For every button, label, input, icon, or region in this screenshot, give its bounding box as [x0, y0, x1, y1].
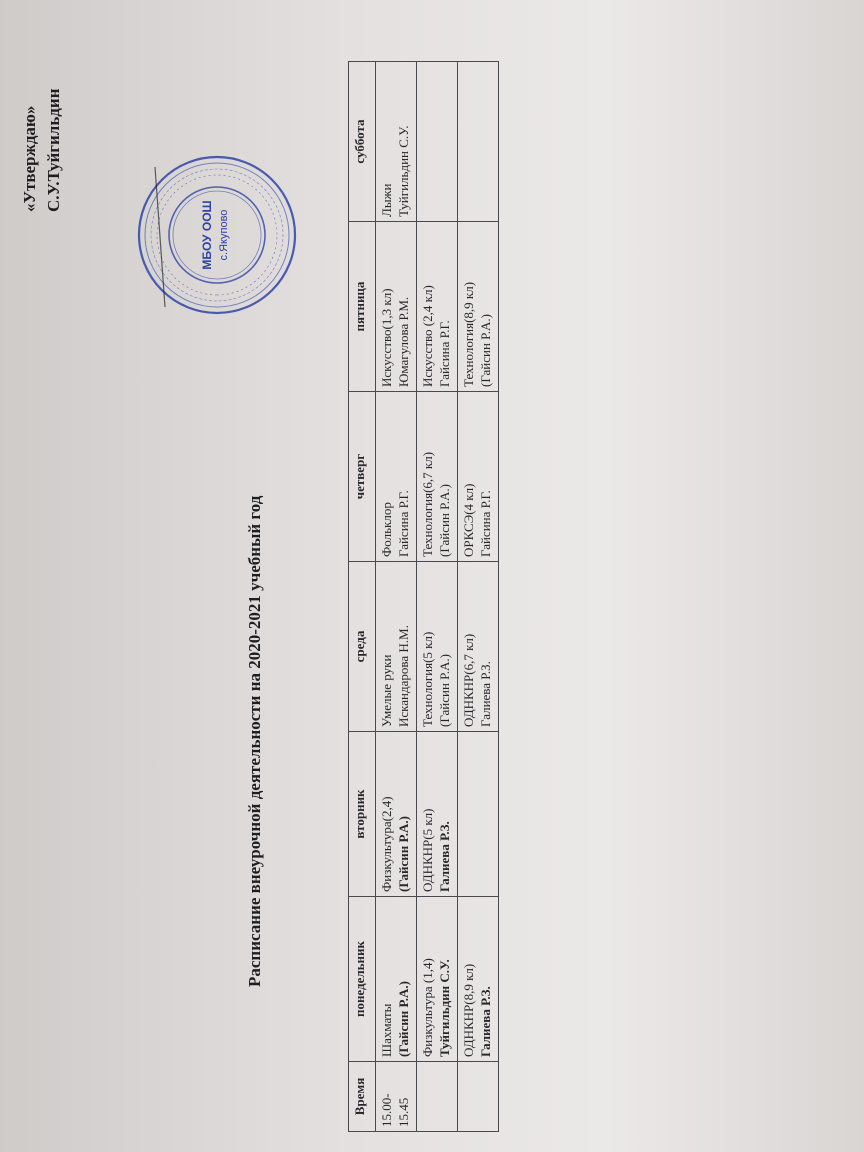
teacher-name: Галиева Р.З. — [478, 986, 493, 1057]
activity-name: Лыжи — [379, 183, 394, 217]
header-wednesday: среда — [349, 562, 376, 732]
table-row — [376, 62, 417, 1132]
table-header-row — [349, 62, 376, 1132]
schedule-cell — [417, 897, 458, 1062]
stamp-center-line-2: с.Якупово — [218, 209, 230, 261]
teacher-name: (Гайсин Р.А.) — [396, 981, 411, 1057]
teacher-name: Гайсина Р.Г. — [437, 320, 452, 387]
teacher-name: (Гайсин Р.А.) — [437, 483, 452, 557]
activity-name: Физкультура (1,4) — [420, 958, 435, 1057]
schedule-cell — [417, 562, 458, 732]
teacher-name: Искандарова Н.М. — [396, 625, 411, 727]
teacher-name: Галиева Р.З. — [437, 821, 452, 892]
activity-name: Фольклор — [379, 502, 394, 557]
header-time: Время — [349, 1062, 376, 1132]
header-thursday: четверг — [349, 392, 376, 562]
header-monday: понедельник — [349, 897, 376, 1062]
header-tuesday: вторник — [349, 732, 376, 897]
table-row — [458, 62, 499, 1132]
teacher-name: Гайсина Р.Г. — [478, 490, 493, 557]
schedule-cell — [376, 392, 417, 562]
approval-block — [18, 12, 66, 212]
teacher-name: Туйгильдин С.У. — [437, 959, 452, 1057]
schedule-cell — [417, 732, 458, 897]
schedule-table — [348, 61, 499, 1132]
teacher-name: Туйгильдин С.У. — [396, 125, 411, 217]
header-friday: пятница — [349, 222, 376, 392]
activity-name: ОДНКНР(8,9 кл) — [461, 963, 476, 1057]
header-saturday: суббота — [349, 62, 376, 222]
activity-name: Умелые руки — [379, 654, 394, 727]
approval-signatory: С.У.Туйгильдин — [44, 88, 63, 212]
schedule-cell — [458, 562, 499, 732]
time-cell — [458, 1062, 499, 1132]
activity-name: Искусство(1,3 кл) — [379, 288, 394, 387]
schedule-cell — [376, 62, 417, 222]
activity-name: Технология(6,7 кл) — [420, 451, 435, 557]
schedule-cell — [417, 392, 458, 562]
activity-name: ОДНКНР(6,7 кл) — [461, 633, 476, 727]
schedule-cell — [458, 62, 499, 222]
schedule-cell — [376, 562, 417, 732]
schedule-cell — [458, 897, 499, 1062]
schedule-cell — [458, 732, 499, 897]
time-cell: 15.00-15.45 — [376, 1062, 417, 1132]
teacher-name: Галиева Р.З. — [478, 661, 493, 727]
schedule-cell — [376, 222, 417, 392]
activity-name: Технология(8,9 кл) — [461, 281, 476, 387]
official-stamp-icon — [135, 152, 300, 317]
teacher-name: Юмагулова Р.М. — [396, 296, 411, 387]
activity-name: ОРКСЭ(4 кл) — [461, 483, 476, 557]
table-row — [417, 62, 458, 1132]
approval-heading: «Утверждаю» — [20, 105, 39, 212]
schedule-cell — [417, 62, 458, 222]
time-cell — [417, 1062, 458, 1132]
schedule-cell — [376, 732, 417, 897]
teacher-name: (Гайсин Р.А.) — [478, 313, 493, 387]
activity-name: Технология(5 кл) — [420, 631, 435, 727]
schedule-cell — [417, 222, 458, 392]
activity-name: Искусство (2,4 кл) — [420, 285, 435, 387]
teacher-name: Гайсина Р.Г. — [396, 490, 411, 557]
stamp-center-line-1: МБОУ ООШ — [200, 200, 214, 270]
schedule-cell — [458, 222, 499, 392]
teacher-name: (Гайсин Р.А.) — [396, 816, 411, 892]
activity-name: Физкультура(2,4) — [379, 796, 394, 892]
teacher-name: (Гайсин Р.А.) — [437, 653, 452, 727]
activity-name: ОДНКНР(5 кл) — [420, 808, 435, 892]
activity-name: Шахматы — [379, 1003, 394, 1057]
schedule-cell — [458, 392, 499, 562]
document-title: Расписание внеурочной деятельности на 2020-2021 учебный год — [245, 495, 264, 987]
schedule-cell — [376, 897, 417, 1062]
